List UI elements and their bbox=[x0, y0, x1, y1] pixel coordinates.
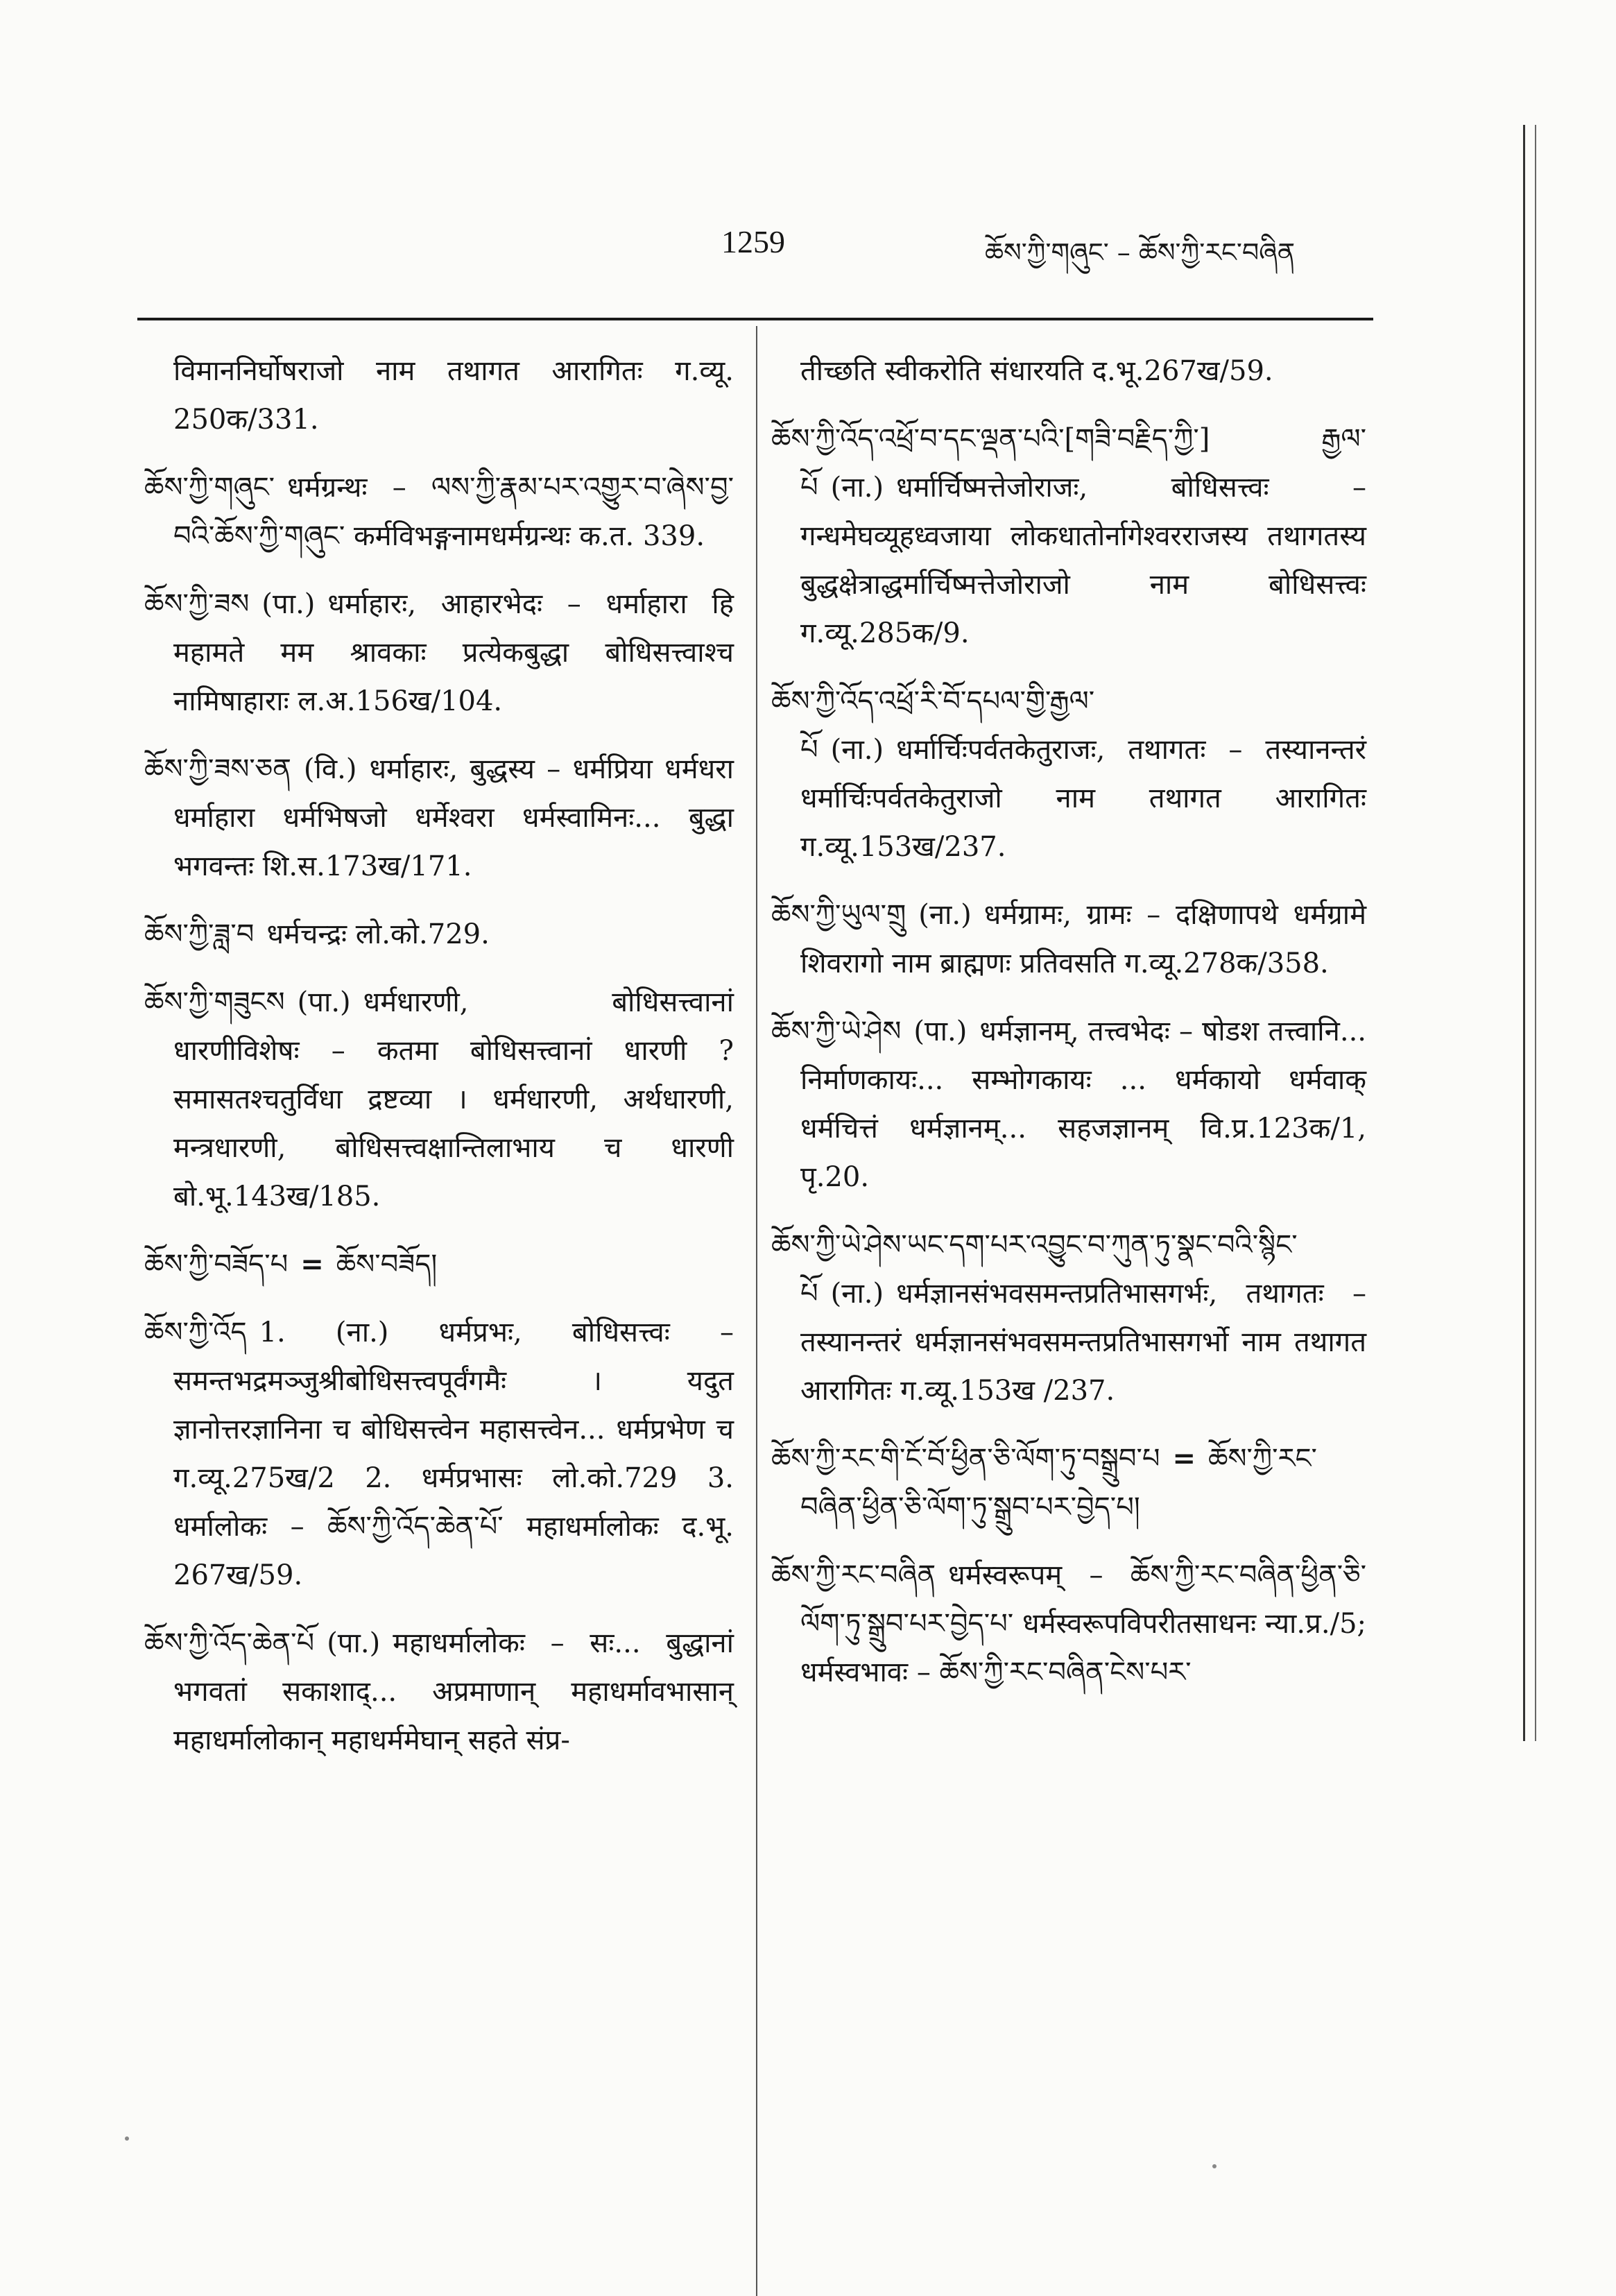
entry-headword: ཆོས་ཀྱི་ཟླ་བ bbox=[144, 918, 255, 950]
entry-headword: ཆོས་ཀྱི་རང་གི་ངོ་བོ་ཕྱིན་ཅི་ལོག་ཏུ་བསྒྲུབ་པ bbox=[771, 1443, 1160, 1475]
right-column bbox=[771, 347, 1366, 1716]
dictionary-entry bbox=[771, 891, 1366, 988]
dictionary-entry bbox=[771, 677, 1366, 871]
dictionary-entry bbox=[144, 978, 734, 1221]
entry-grammar: (ना.) bbox=[918, 899, 972, 931]
entry-text: ཆོས་བཟོད། bbox=[336, 1249, 438, 1280]
entry-headword: ཆོས་ཀྱི་ཡེ་ཤེས་ཡང་དག་པར་འབྱུང་བ་ཀུན་ཏུ་སྣང་བའི་སྙིང་པོ bbox=[771, 1229, 1298, 1310]
entry-headword: ཆོས་ཀྱི་འོད་ཆེན་པོ bbox=[144, 1627, 315, 1659]
entry-headword: ཆོས་ཀྱི་ཡུལ་གྲུ bbox=[771, 899, 906, 931]
entry-text: धर्माहारः, आहारभेदः – धर्माहारा हि महामते मम श्रावकाः प्रत्येकबुद्धा बोधिसत्त्वाश्च नामिषाहाराः ल.अ.156ख/104. bbox=[173, 588, 734, 717]
entry-text: धर्मग्रामः, ग्रामः – दक्षिणापथे धर्मग्रामे शिवरागो नाम ब्राह्मणः प्रतिवसति ग.व्यू.278क/358. bbox=[800, 899, 1366, 979]
dictionary-entry bbox=[144, 745, 734, 891]
entry-equals: = bbox=[300, 1248, 324, 1280]
entry-text: 1. (ना.) धर्मप्रभः, बोधिसत्त्वः – समन्तभद्रमञ्जुश्रीबोधिसत्त्वपूर्वंगमैः । यदुत ज्ञानोत्तरज्ञानिना च बोधिसत्त्वेन महासत्त्वेन... धर्मप्रभेण च ग.व्यू.275ख/2 2. धर्मप्रभासः लो.को.729 3. धर्मालोकः – ཆོས་ཀྱི་འོད་ཆེན་པོ་ महाधर्मालोकः द.भू. 267ख/59. bbox=[173, 1317, 734, 1591]
column-divider bbox=[756, 326, 757, 2296]
entry-text: ཆོས་ཀྱི་རང་བཞིན་ཕྱིན་ཅི་ལོག་ཏུ་སྒྲུབ་པར་བྱེད་པ། bbox=[800, 1443, 1317, 1523]
dictionary-entry bbox=[144, 1240, 734, 1289]
dictionary-entry bbox=[771, 1007, 1366, 1201]
dictionary-entry bbox=[144, 1308, 734, 1600]
entry-text: धर्माहारः, बुद्धस्य – धर्मप्रिया धर्मधरा धर्माहारा धर्मभिषजो धर्मेश्वरा धर्मस्वामिनः... बुद्धा भगवन्तः शि.स.173ख/171. bbox=[173, 753, 734, 882]
left-column bbox=[144, 347, 734, 1784]
dictionary-entry bbox=[771, 415, 1366, 658]
binding-strip bbox=[1523, 125, 1536, 1741]
entry-headword: ཆོས་ཀྱི་བཟོད་པ bbox=[144, 1249, 289, 1280]
entry-grammar: (ना.) bbox=[830, 1278, 884, 1310]
entry-headword: ཆོས་ཀྱི་ཟས bbox=[144, 588, 250, 620]
entry-headword: ཆོས་ཀྱི་རང་བཞིན bbox=[771, 1559, 936, 1591]
entry-text: तीच्छति स्वीकरोति संधारयति द.भू.267ख/59. bbox=[800, 355, 1273, 387]
entry-headword: ཆོས་ཀྱི་འོད་འཕྲོ་བ་དང་ལྡན་པའི་[གཟི་བརྗིད་ཀྱི་] རྒྱལ་པོ bbox=[771, 423, 1366, 504]
entry-grammar: (पा.) bbox=[327, 1627, 381, 1659]
dictionary-entry bbox=[771, 1221, 1366, 1415]
dictionary-entry bbox=[144, 910, 734, 959]
dictionary-entry bbox=[144, 463, 734, 560]
dictionary-entry bbox=[144, 347, 734, 444]
entry-grammar: (ना.) bbox=[830, 472, 884, 504]
scan-speck bbox=[125, 2136, 129, 2141]
entry-grammar: (वि.) bbox=[303, 753, 357, 785]
dictionary-entry bbox=[771, 347, 1366, 395]
entry-text: धर्मज्ञानम्, तत्त्वभेदः – षोडश तत्त्वानि... निर्माणकायः... सम्भोगकायः ... धर्मकायो धर्मवाक् धर्मचित्तं धर्मज्ञानम्... सहजज्ञानम् वि.प्र.123क/1, पृ.20. bbox=[800, 1016, 1366, 1193]
entry-text: विमाननिर्घोषराजो नाम तथागत आरागितः ग.व्यू. 250क/331. bbox=[173, 355, 734, 436]
dictionary-entry bbox=[771, 1434, 1366, 1532]
entry-headword: ཆོས་ཀྱི་འོད bbox=[144, 1317, 247, 1348]
entry-text: धर्मार्चिष्मत्तेजोराजः, बोधिसत्त्वः – गन्धमेघव्यूहध्वजाया लोकधातोर्नागेश्वरराजस्य तथागतस्य बुद्धक्षेत्राद्धर्मार्चिष्मत्तेजोराजो नाम बोधिसत्त्वः ग.व्यू.285क/9. bbox=[800, 472, 1366, 649]
header-rule bbox=[137, 318, 1373, 320]
entry-grammar: (पा.) bbox=[297, 986, 351, 1018]
page-number: 1259 bbox=[721, 224, 785, 259]
entry-text: धर्मग्रन्थः – ལས་ཀྱི་རྣམ་པར་འགྱུར་བ་ཞེས་བྱ་བའི་ཆོས་ཀྱི་གཞུང་ कर्मविभङ्गनामधर्मग्रन्थः क.त. 339. bbox=[173, 472, 734, 552]
dictionary-entry bbox=[144, 580, 734, 726]
entry-equals: = bbox=[1172, 1442, 1196, 1475]
dictionary-entry bbox=[771, 1551, 1366, 1697]
entry-headword: ཆོས་ཀྱི་འོད་འཕྲོ་རི་བོ་དཔལ་གྱི་རྒྱལ་པོ bbox=[771, 685, 1095, 766]
running-head: ཆོས་ཀྱི་གཞུང་ – ཆོས་ཀྱི་རང་བཞིན bbox=[985, 237, 1296, 268]
entry-text: धर्मचन्द्रः लो.को.729. bbox=[266, 918, 490, 950]
entry-headword: ཆོས་ཀྱི་གཟུངས bbox=[144, 986, 285, 1018]
dictionary-entry bbox=[144, 1619, 734, 1765]
entry-headword: ཆོས་ཀྱི་གཞུང་ bbox=[144, 472, 275, 504]
entry-grammar: (ना.) bbox=[830, 734, 884, 766]
entry-text: धर्मज्ञानसंभवसमन्तप्रतिभासगर्भः, तथागतः – तस्यानन्तरं धर्मज्ञानसंभवसमन्तप्रतिभासगर्भो नाम तथागत आरागितः ग.व्यू.153ख /237. bbox=[800, 1278, 1366, 1407]
entry-grammar: (पा.) bbox=[913, 1016, 968, 1047]
entry-text: धर्मधारणी, बोधिसत्त्वानां धारणीविशेषः – कतमा बोधिसत्त्वानां धारणी ? समासतश्चतुर्विधा द्रष्टव्या । धर्मधारणी, अर्थधारणी, मन्त्रधारणी, बोधिसत्त्वक्षान्तिलाभाय च धारणी बो.भू.143ख/185. bbox=[173, 986, 734, 1213]
scan-speck bbox=[1212, 2164, 1217, 2168]
entry-headword: ཆོས་ཀྱི་ཟས་ཅན bbox=[144, 753, 291, 785]
entry-grammar: (पा.) bbox=[261, 588, 316, 620]
entry-text: धर्मस्वरूपम् – ཆོས་ཀྱི་རང་བཞིན་ཕྱིན་ཅི་ལོག་ཏུ་སྒྲུབ་པར་བྱེད་པ་ धर्मस्वरूपविपरीतसाधनः न्या.प्र./5; धर्मस्वभावः – ཆོས་ཀྱི་རང་བཞིན་ངེས་པར་ bbox=[800, 1559, 1366, 1688]
entry-headword: ཆོས་ཀྱི་ཡེ་ཤེས bbox=[771, 1016, 902, 1047]
entry-text: धर्मार्चिःपर्वतकेतुराजः, तथागतः – तस्यानन्तरं धर्मार्चिःपर्वतकेतुराजो नाम तथागत आरागितः ग.व्यू.153ख/237. bbox=[800, 734, 1366, 863]
entry-text: महाधर्मालोकः – सः... बुद्धानां भगवतां सकाशाद्... अप्रमाणान् महाधर्मावभासान् महाधर्मालोकान् महाधर्ममेघान् सहते संप्र- bbox=[173, 1627, 734, 1756]
